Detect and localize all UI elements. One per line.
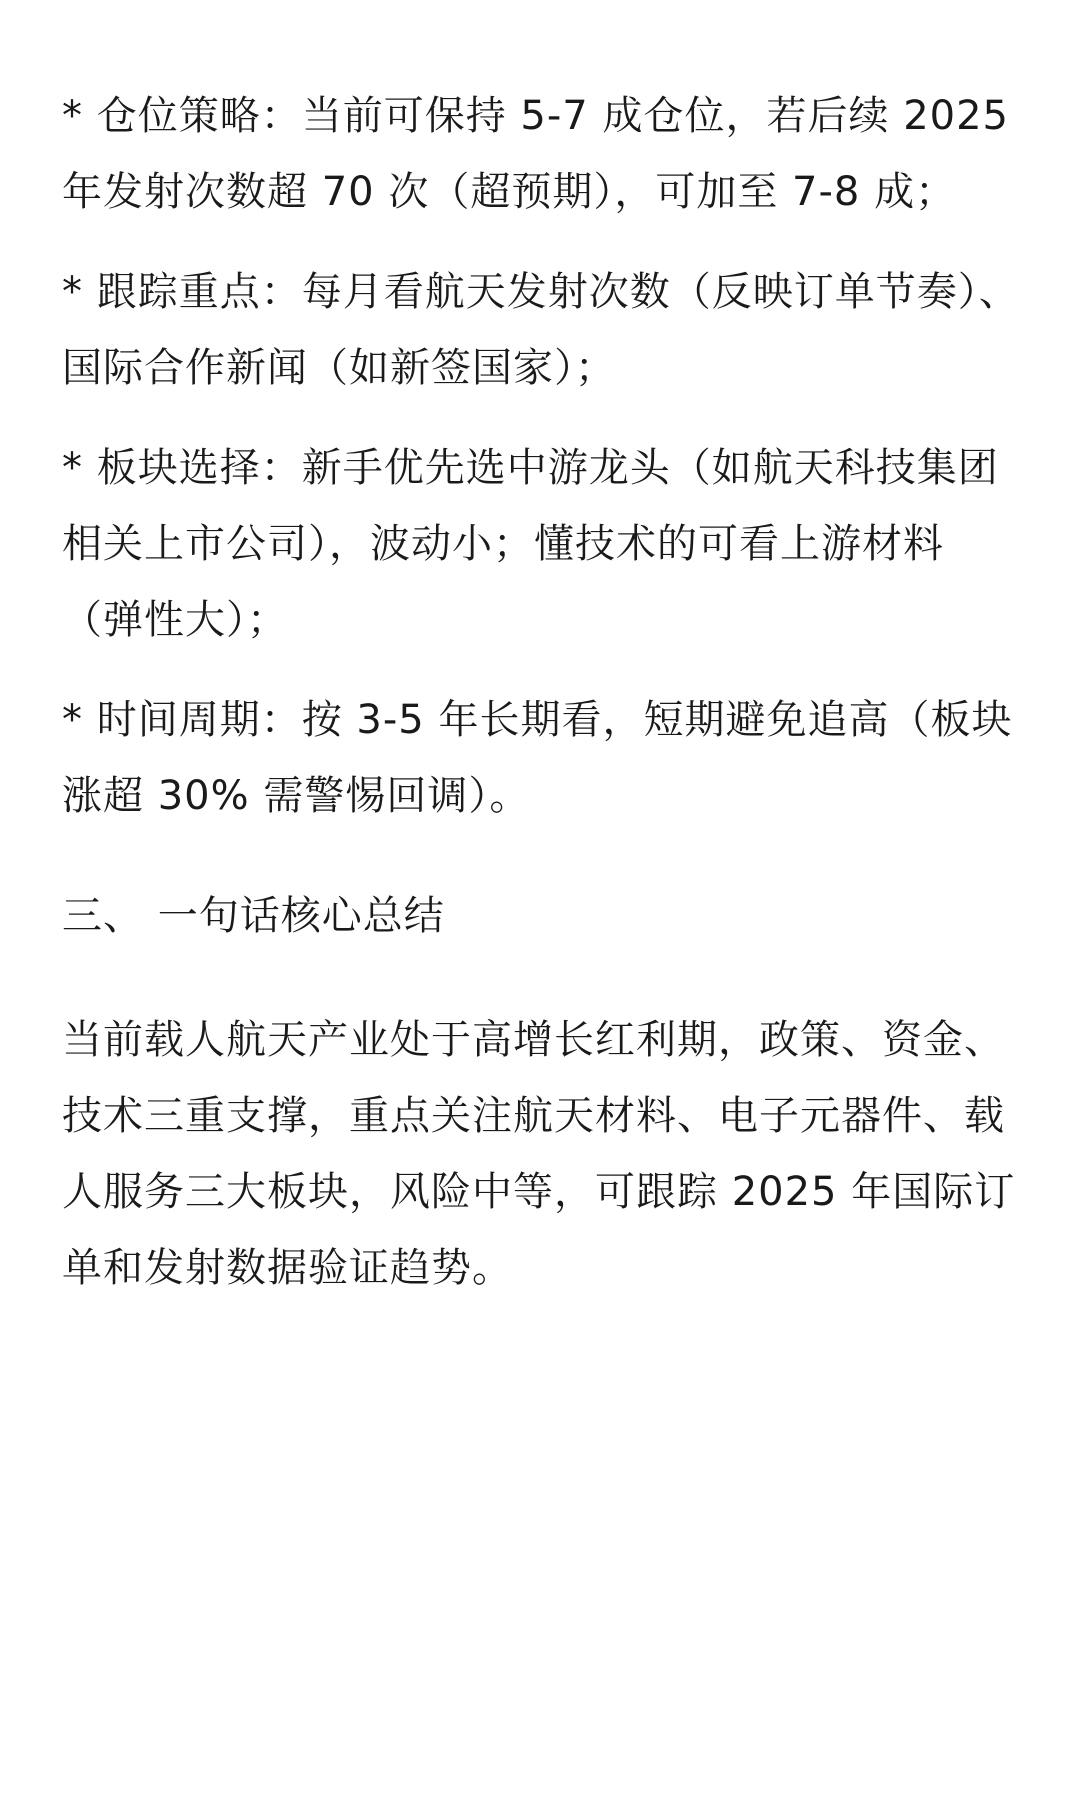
- article-body: [62, 78, 1024, 1306]
- bullet-position-strategy: * 仓位策略：当前可保持 5-7 成仓位，若后续 2025 年发射次数超 70 次（超预期），可加至 7-8 成；: [62, 93, 1009, 215]
- summary-paragraph: 当前载人航天产业处于高增长红利期，政策、资金、技术三重支撑，重点关注航天材料、电子元器件、载人服务三大板块，风险中等，可跟踪 2025 年国际订单和发射数据验证趋势。: [62, 1017, 1016, 1291]
- bullet-time-horizon: * 时间周期：按 3-5 年长期看，短期避免追高（板块涨超 30% 需警惕回调）。: [62, 697, 1013, 819]
- bullet-tracking-focus: * 跟踪重点：每月看航天发射次数（反映订单节奏）、国际合作新闻（如新签国家）；: [62, 269, 1020, 391]
- bullet-sector-selection: * 板块选择：新手优先选中游龙头（如航天科技集团相关上市公司），波动小；懂技术的可看上游材料（弹性大）；: [62, 445, 999, 643]
- section-heading: 三、 一句话核心总结: [62, 893, 445, 939]
